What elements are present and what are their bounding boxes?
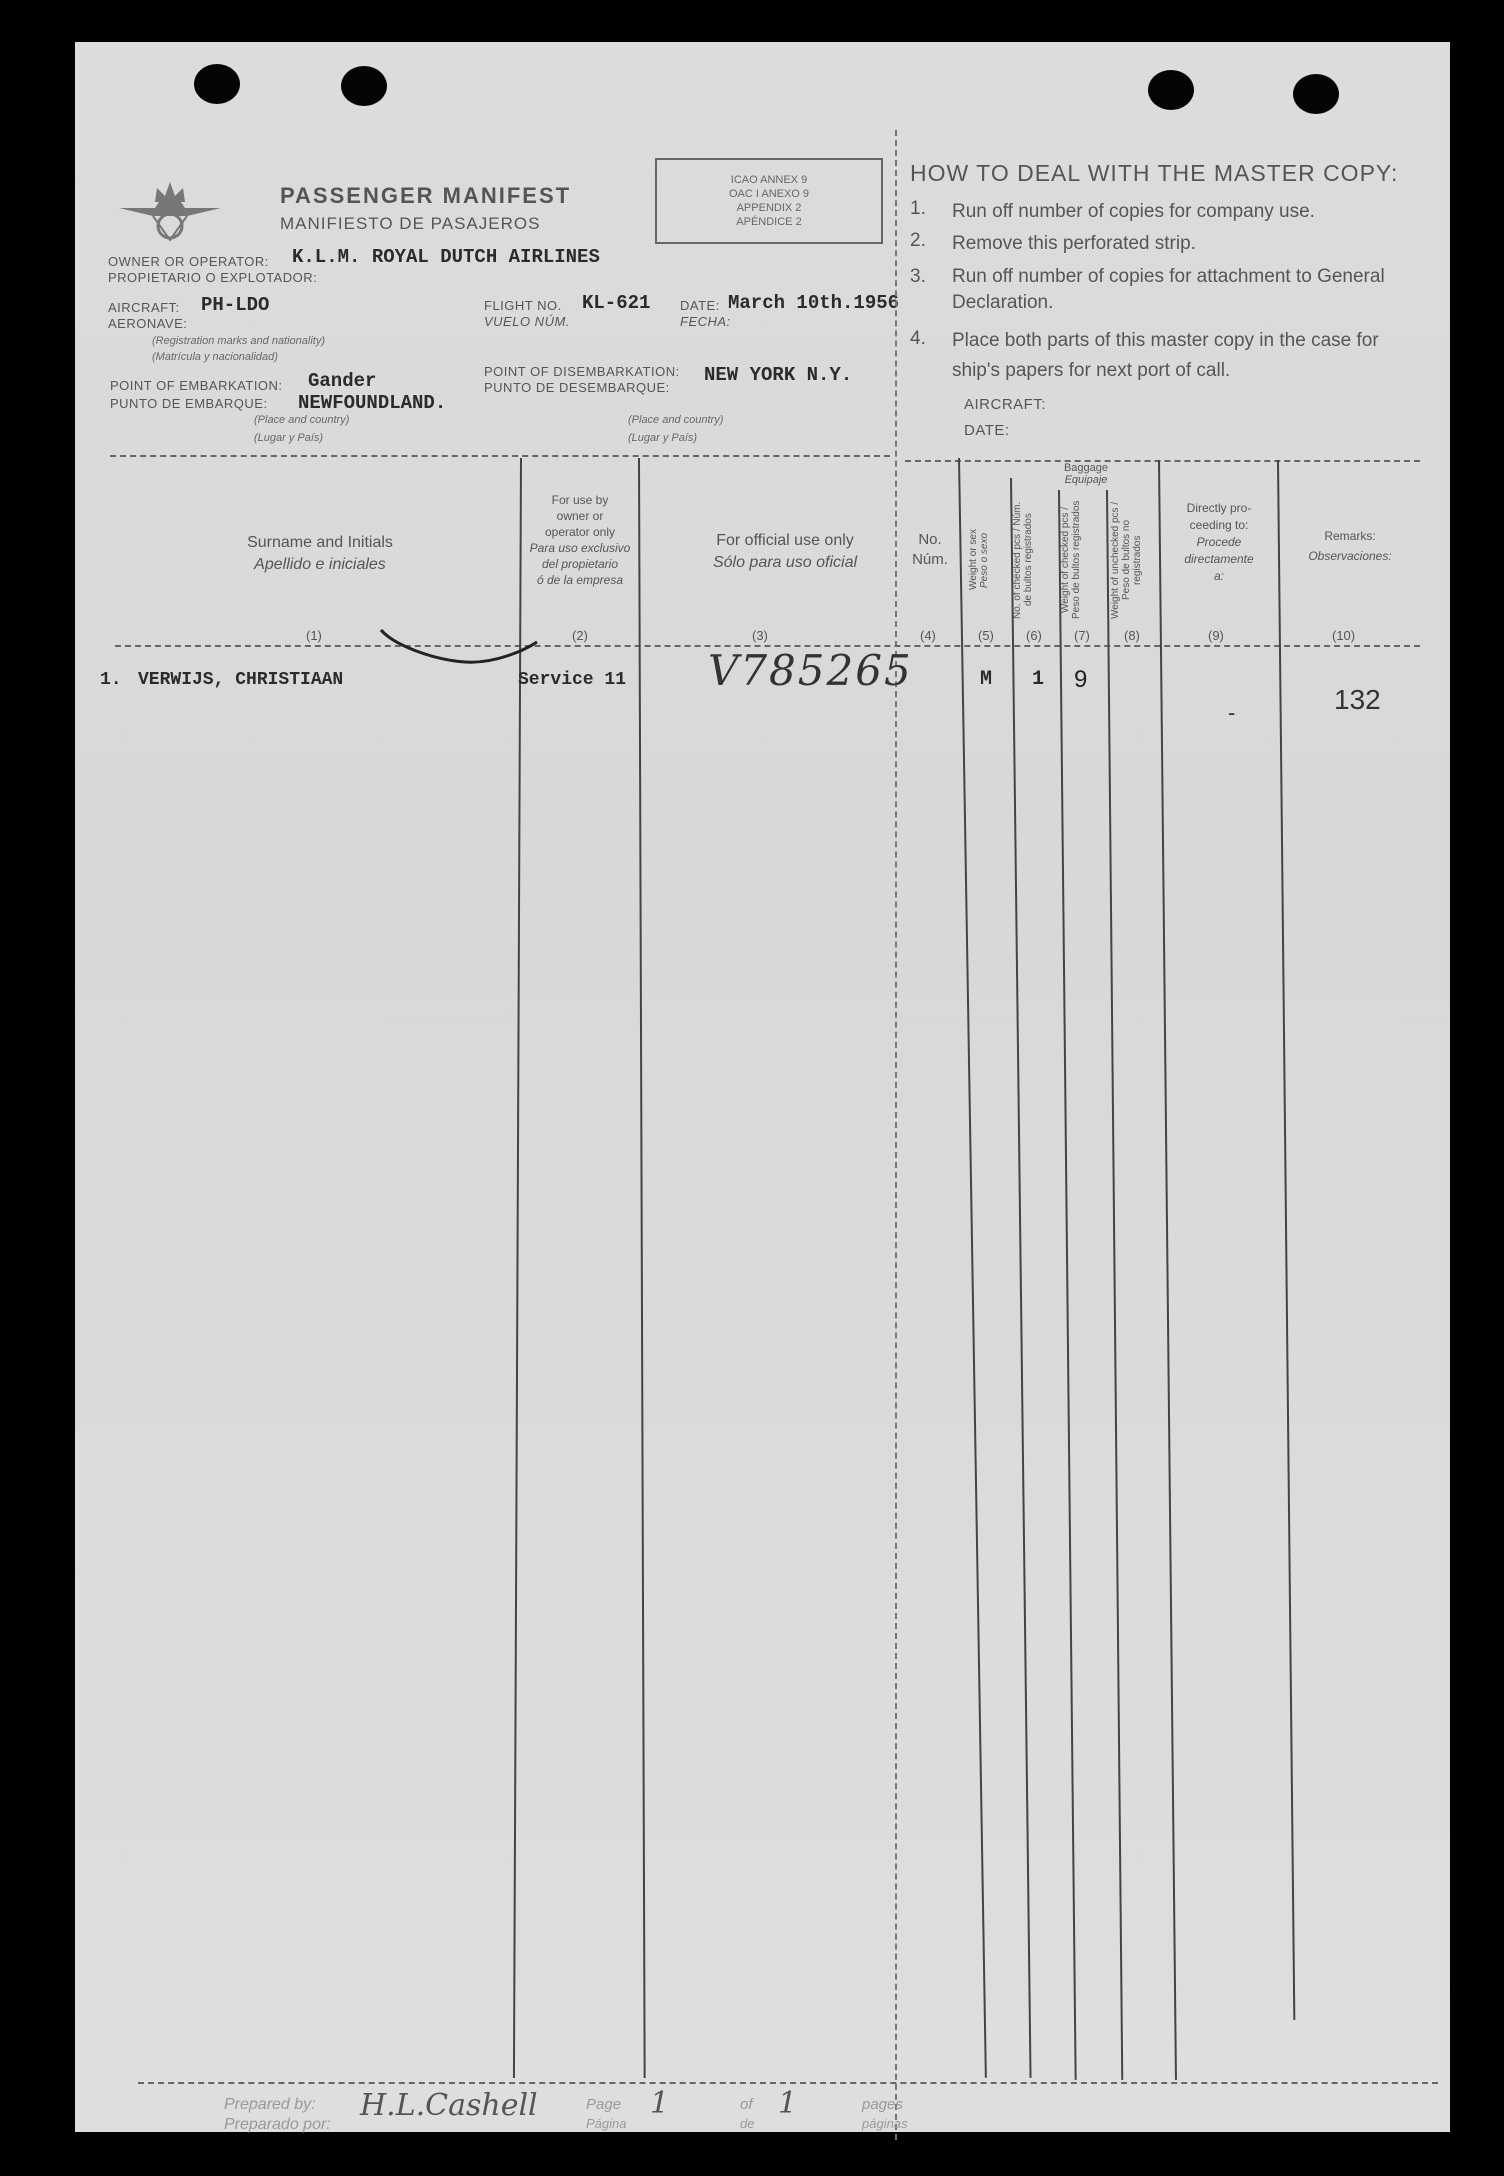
column-header-line: directamente	[1184, 552, 1254, 566]
column-header-remarks-es: Observaciones:	[1308, 549, 1392, 563]
proceeding-value: -	[1228, 700, 1236, 725]
column-header-number-en: No.	[918, 531, 942, 548]
header-top-rule	[110, 455, 890, 457]
footer-rule	[138, 2082, 1438, 2084]
column-header-official-en: For official use only	[716, 532, 854, 549]
annex-line: APÉNDICE 2	[736, 216, 802, 228]
column-header-surname-en: Surname and Initials	[247, 534, 393, 551]
punch-hole	[1293, 74, 1339, 114]
hand-drawn-stroke	[375, 620, 545, 670]
manifest-title: PASSENGER MANIFEST	[280, 183, 572, 208]
disembarkation-note-es: (Lugar y País)	[628, 432, 698, 444]
page-label-es: Página	[586, 2116, 627, 2131]
column-header-baggage-en: Baggage	[1063, 462, 1109, 474]
embarkation-note: (Place and country)	[254, 414, 350, 426]
aircraft-note-es: (Matrícula y nacionalidad)	[152, 351, 278, 363]
column-header-line: owner or	[556, 509, 604, 523]
date-label: DATE:	[680, 298, 720, 313]
column-header-line: Peso o sexo	[979, 532, 990, 588]
flight-label-es: VUELO NÚM.	[484, 314, 570, 329]
column-number: (4)	[920, 628, 936, 643]
official-use-value: V785265	[708, 646, 913, 695]
perforation-line	[895, 130, 897, 2140]
embarkation-note-es: (Lugar y País)	[254, 432, 324, 444]
punch-hole	[194, 64, 240, 104]
punch-hole	[1148, 70, 1194, 110]
date-label-es: FECHA:	[680, 314, 731, 329]
annex-line: APPENDIX 2	[736, 202, 802, 214]
column-number: (5)	[978, 628, 994, 643]
checked-pcs-value: 1	[1032, 668, 1045, 691]
column-number: (9)	[1208, 628, 1224, 643]
disembarkation-note: (Place and country)	[628, 414, 724, 426]
instruction-text: Remove this perforated strip.	[952, 233, 1196, 254]
column-header-owner-use	[520, 492, 640, 588]
prepared-by-label: Prepared by:	[224, 2096, 316, 2113]
column-number: (1)	[306, 628, 322, 643]
date-value: March 10th.1956	[728, 292, 900, 314]
column-header-unchecked-weight: Weight of unchecked pcs / Peso de bultos no registrados	[1110, 501, 1143, 619]
prepared-by-label-es: Preparado por:	[224, 2116, 331, 2133]
column-header-baggage	[1012, 462, 1160, 486]
annex-box	[655, 158, 883, 244]
column-header-line: operator only	[544, 525, 616, 539]
column-header-checked-pcs: No. of checked pcs / Núm. de bultos registrados	[1012, 501, 1034, 619]
klm-crown-logo	[115, 178, 225, 244]
column-header-line: For use by	[551, 493, 609, 507]
instructions-date-label: DATE:	[964, 422, 1010, 439]
aircraft-value: PH-LDO	[201, 294, 270, 316]
page-value: 1	[650, 2086, 670, 2121]
passenger-name: VERWIJS, CHRISTIAAN	[138, 670, 344, 690]
header-top-rule	[905, 460, 1420, 462]
column-header-baggage-es: Equipaje	[1064, 474, 1108, 486]
annex-line: ICAO ANNEX 9	[730, 174, 808, 186]
owner-label: OWNER OR OPERATOR:	[108, 254, 269, 269]
signature: H.L.Cashell	[360, 2088, 538, 2123]
owner-label-es: PROPIETARIO O EXPLOTADOR:	[108, 270, 318, 285]
column-header-checked-weight: Weight of checked pcs / Peso de bultos registrados	[1060, 500, 1082, 620]
column-header-line: Para uso exclusivo	[529, 541, 631, 555]
of-label-es: de	[740, 2116, 755, 2131]
column-header-surname-es: Apellido e iniciales	[254, 556, 386, 573]
disembarkation-label: POINT OF DISEMBARKATION:	[484, 364, 680, 379]
embarkation-value: Gander	[308, 370, 377, 392]
annex-line: OAC I ANEXO 9	[728, 188, 810, 200]
of-value: 1	[778, 2086, 798, 2121]
instructions-aircraft-label: AIRCRAFT:	[964, 396, 1047, 413]
pages-label-es: páginas	[862, 2116, 908, 2131]
column-header-line: ó de la empresa	[536, 573, 624, 587]
column-header-line: ceeding to:	[1189, 518, 1249, 532]
column-header-proceeding	[1160, 500, 1278, 585]
embarkation-label-es: PUNTO DE EMBARQUE:	[110, 396, 268, 411]
manifest-subtitle: MANIFIESTO DE PASAJEROS	[280, 214, 541, 233]
column-number: (3)	[752, 628, 768, 643]
of-label: of	[740, 2096, 753, 2113]
instructions-title: HOW TO DEAL WITH THE MASTER COPY:	[910, 160, 1399, 186]
column-header-line: Directly pro-	[1186, 501, 1252, 515]
column-number: (2)	[572, 628, 588, 643]
aircraft-note: (Registration marks and nationality)	[152, 335, 326, 347]
column-number: (7)	[1074, 628, 1090, 643]
pages-label: pages	[862, 2096, 903, 2113]
column-header-line: Weight or sex	[968, 529, 979, 591]
column-number: (8)	[1124, 628, 1140, 643]
punch-hole	[341, 66, 387, 106]
instruction-number: 4.	[910, 328, 926, 349]
column-header-line: del propietario	[541, 557, 619, 571]
sex-value: M	[980, 668, 993, 691]
aircraft-label-es: AERONAVE:	[108, 316, 188, 331]
owner-use-value: Service 11	[518, 670, 627, 690]
instruction-number: 2.	[910, 230, 926, 251]
column-number: (6)	[1026, 628, 1042, 643]
column-header-remarks	[1280, 526, 1420, 566]
column-header-line: a:	[1213, 569, 1224, 583]
column-header-remarks-en: Remarks:	[1324, 529, 1376, 543]
instruction-text: Run off number of copies for company use.	[952, 201, 1315, 222]
row-index: 1.	[100, 670, 122, 690]
instruction-number: 1.	[910, 198, 926, 219]
column-header-number	[900, 530, 960, 570]
page-label: Page	[586, 2096, 622, 2113]
embarkation-value-2: NEWFOUNDLAND.	[298, 392, 447, 414]
column-header-line: Procede	[1196, 535, 1242, 549]
column-header-official	[660, 530, 910, 574]
column-header-weight-sex	[968, 500, 998, 620]
disembarkation-value: NEW YORK N.Y.	[704, 364, 853, 386]
instruction-text: Run off number of copies for attachment to General Declaration.	[952, 266, 1385, 313]
column-header-number-es: Núm.	[912, 551, 948, 568]
instruction-number: 3.	[910, 266, 926, 287]
flight-value: KL-621	[582, 292, 651, 314]
aircraft-label: AIRCRAFT:	[108, 300, 180, 315]
owner-value: K.L.M. ROYAL DUTCH AIRLINES	[292, 246, 600, 268]
disembarkation-label-es: PUNTO DE DESEMBARQUE:	[484, 380, 670, 395]
instruction-text: Place both parts of this master copy in the case for ship's papers for next port of call.	[952, 330, 1379, 381]
column-number: (10)	[1332, 628, 1356, 643]
flight-label: FLIGHT NO.	[484, 298, 562, 313]
column-header-official-es: Sólo para uso oficial	[712, 554, 858, 571]
embarkation-label: POINT OF EMBARKATION:	[110, 378, 283, 393]
remarks-value: 132	[1334, 684, 1381, 715]
column-header-surname	[200, 532, 440, 576]
checked-weight-value: 9	[1074, 666, 1088, 693]
